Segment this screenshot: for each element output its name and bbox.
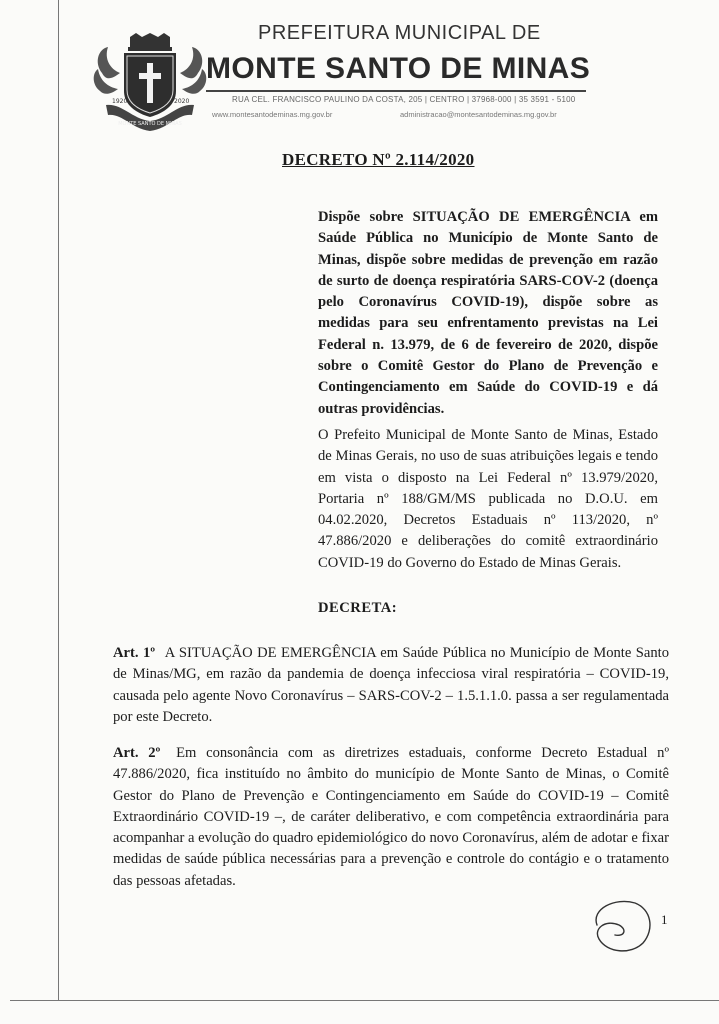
article-2-label: Art. 2º	[113, 745, 161, 761]
header-address: RUA CEL. FRANCISCO PAULINO DA COSTA, 205 | CENTRO | 37968-000 | 35 3591 - 5100	[232, 95, 576, 104]
crest-right-year: 2020	[174, 98, 190, 105]
header-municipality-name: MONTE SANTO DE MINAS	[206, 52, 591, 85]
article-2	[113, 743, 669, 892]
decree-ementa: Dispõe sobre SITUAÇÃO DE EMERGÊNCIA em Saúde Pública no Município de Monte Santo de Minas, dispõe sobre medidas de prevenção em razão de surto de doença respiratória SARS-COV-2 (doença pelo Coronavírus COVID-19), dispõe sobre as medidas para seu enfrentamento previstas na Lei Federal n. 13.979, de 6 de fevereiro de 2020, dispõe sobre o Comitê Gestor do Plano de Prevenção e Contingenciamento em Saúde do COVID-19 e dá outras providências.	[318, 209, 658, 417]
article-1-text: A SITUAÇÃO DE EMERGÊNCIA em Saúde Pública no Município de Monte Santo de Minas/MG, em razão da pandemia de doença infecciosa viral respiratória – COVID-19, causada pelo agente Novo Coronavírus – SARS-COV-2 – 1.5.1.1.0. passa a ser regulamentada por este Decreto.	[113, 645, 670, 725]
article-1	[113, 643, 669, 728]
page-number: 1	[661, 912, 668, 927]
page-frame-bottom-line	[10, 1000, 719, 1001]
handwritten-rubric-icon	[585, 895, 657, 957]
article-1-label: Art. 1º	[113, 645, 156, 661]
page-frame-left-line	[58, 0, 59, 1000]
header-website: www.montesantodeminas.mg.gov.br	[212, 110, 333, 119]
decree-title: DECRETO Nº 2.114/2020	[282, 150, 475, 169]
header-rule	[206, 90, 586, 92]
crest-left-year: 1920	[112, 98, 128, 105]
crest-ribbon-text: MONTE SANTO DE MINAS	[118, 121, 182, 127]
decree-preamble: O Prefeito Municipal de Monte Santo de Minas, Estado de Minas Gerais, no uso de suas atribuições legais e tendo em vista o disposto na Lei Federal nº 13.979/2020, Portaria nº 188/GM/MS publicada no D.O.U. em 04.02.2020, Decretos Estaduais nº 113/2020, nº 47.886/2020 e deliberações do comitê extraordinário COVID-19 do Governo do Estado de Minas Gerais.	[318, 427, 658, 571]
header-prefeitura-line: PREFEITURA MUNICIPAL DE	[258, 22, 541, 44]
decreta-heading: DECRETA:	[318, 600, 398, 616]
header-email: administracao@montesantodeminas.mg.gov.br	[400, 110, 557, 119]
municipal-crest-icon	[92, 33, 208, 133]
article-2-text: Em consonância com as diretrizes estaduais, conforme Decreto Estadual nº 47.886/2020, fica instituído no âmbito do município de Monte Santo de Minas, o Comitê Gestor do Plano de Prevenção e Contingenciamento em Saúde do COVID-19 – Comitê Extraordinário COVID-19 –, de caráter deliberativo, e com competência extraordinária para acompanhar a evolução do quadro epidemiológico do novo Coronavírus, além de adotar e fixar medidas de saúde pública necessárias para a prevenção e controle do contágio e o tratamento das pessoas afetadas.	[113, 745, 669, 889]
